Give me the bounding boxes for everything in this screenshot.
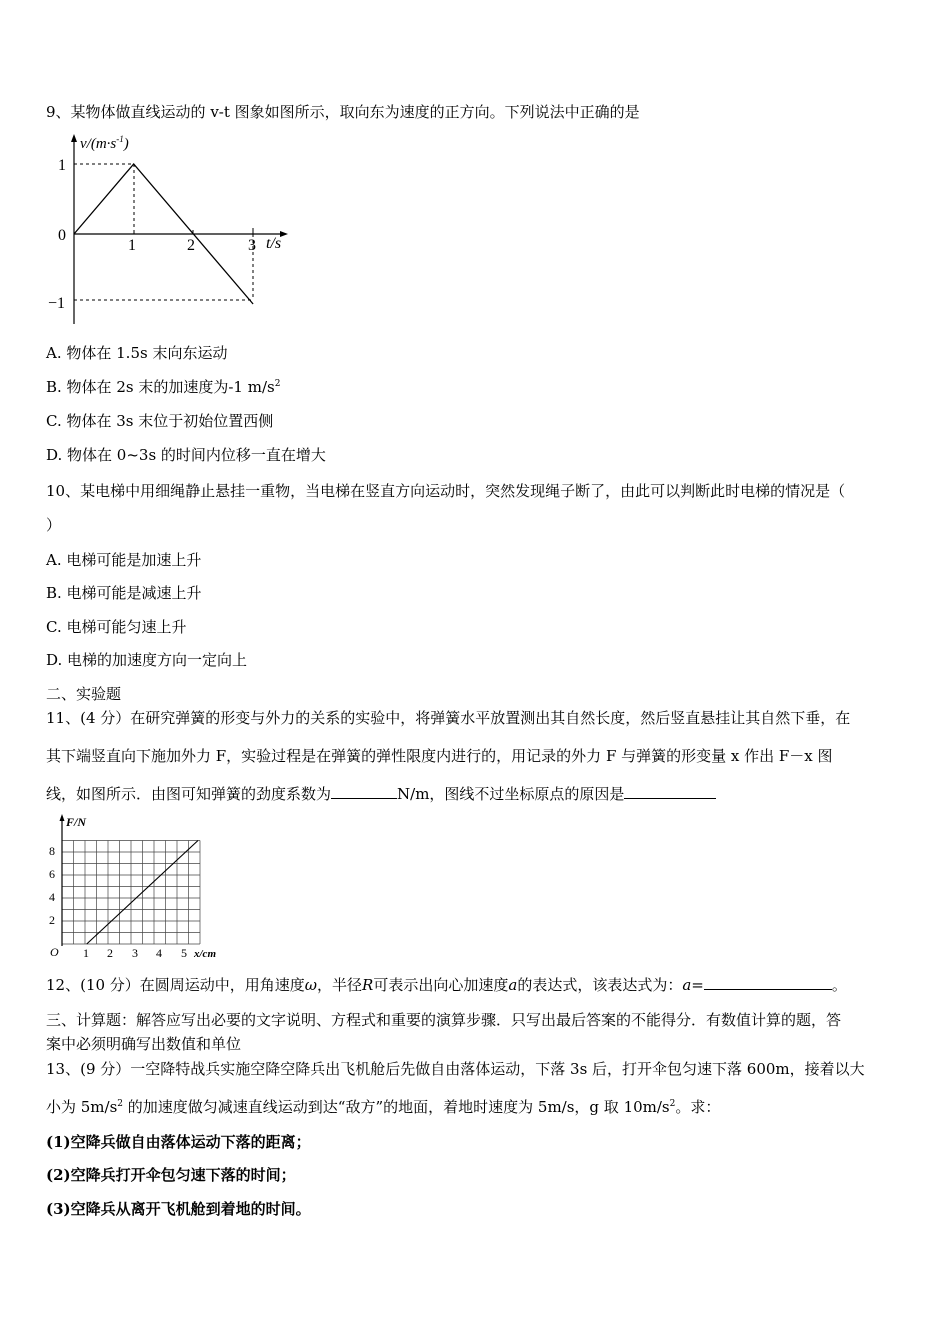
- vt-xtick-1: 1: [128, 237, 136, 254]
- q10-stem: 10、某电梯中用细绳静止悬挂一重物，当电梯在竖直方向运动时，突然发现绳子断了，由此可以判断此时电梯的情况是（: [46, 482, 846, 500]
- fx-xtick-1: 1: [83, 946, 89, 960]
- q12-line: 12、(10 分）在圆周运动中，用角速度ω，半径R可表示出向心加速度a的表达式，该表达式为：a= 。: [46, 976, 847, 994]
- fx-xlabel: x/cm: [194, 948, 216, 960]
- fx-xtick-5: 5: [181, 946, 187, 960]
- fx-ytick-4: 4: [49, 890, 55, 904]
- answer-blank-k[interactable]: [331, 784, 397, 799]
- q13-sub1: (1)空降兵做自由落体运动下落的距离；: [46, 1133, 311, 1151]
- q11-line1: 11、(4 分）在研究弹簧的形变与外力的关系的实验中，将弹簧水平放置测出其自然长度，然后竖直悬挂让其自然下垂，在: [46, 709, 851, 727]
- vt-ytick-1: 1: [58, 157, 66, 174]
- vt-xlabel: t/s: [266, 235, 282, 252]
- q11-line3: 线，如图所示．由图可知弹簧的劲度系数为 N/m，图线不过坐标原点的原因是: [46, 784, 716, 804]
- q9-option-b: B. 物体在 2s 末的加速度为-1 $m/s^2$: [46, 378, 281, 396]
- fx-y-arrow: [60, 814, 65, 821]
- answer-blank-a[interactable]: [704, 975, 832, 990]
- q10-option-a: A. 电梯可能是加速上升: [46, 551, 202, 569]
- q9-option-a: A. 物体在 1.5s 末向东运动: [46, 344, 228, 362]
- vt-xtick-2: 2: [187, 237, 195, 254]
- fx-ytick-2: 2: [49, 913, 55, 927]
- q10-option-c: C. 电梯可能匀速上升: [46, 618, 187, 636]
- fx-origin: O: [50, 945, 59, 959]
- vt-ytick-0: 0: [58, 227, 66, 244]
- fx-grid: [62, 841, 200, 945]
- fx-ytick-6: 6: [49, 867, 55, 881]
- section-3-line2: 案中必须明确写出数值和单位: [46, 1035, 242, 1053]
- fx-ytick-8: 8: [49, 844, 55, 858]
- q11-line2: 其下端竖直向下施加外力 F，实验过程是在弹簧的弹性限度内进行的，用记录的外力 F 与弹簧的形变量 x 作出 F－x 图: [46, 747, 833, 765]
- q10-option-b: B. 电梯可能是减速上升: [46, 584, 202, 602]
- vt-xtick-3: 3: [248, 237, 256, 254]
- q10-option-d: D. 电梯的加速度方向一定向上: [46, 651, 248, 669]
- vt-ylabel: $v/(m\cdot s^{-1})$: [80, 134, 129, 152]
- section-3-line1: 三、计算题：解答应写出必要的文字说明、方程式和重要的演算步骤．只写出最后答案的不能得分．有数值计算的题，答: [46, 1011, 842, 1029]
- q13-line1: 13、(9 分）一空降特战兵实施空降空降兵出飞机舱后先做自由落体运动，下落 3s 后，打开伞包匀速下落 600m，接着以大: [46, 1060, 865, 1078]
- vt-graph: [46, 132, 306, 332]
- fx-graph: [46, 812, 236, 962]
- vt-ytick-m1: −1: [48, 295, 66, 312]
- vt-x-arrow: [280, 231, 288, 237]
- q13-line2: 小为 $5m/s^2$ 的加速度做匀减速直线运动到达“敌方”的地面，着地时速度为 5m/s，g 取 $10m/s^2$。求：: [46, 1098, 721, 1116]
- q9-stem: 9、某物体做直线运动的 v-t 图象如图所示，取向东为速度的正方向。下列说法中正确的是: [46, 103, 640, 121]
- q13-sub3: (3)空降兵从离开飞机舱到着地的时间。: [46, 1200, 311, 1218]
- q10-stem-cont: ）: [46, 516, 62, 534]
- vt-y-arrow: [71, 134, 77, 142]
- fx-xtick-3: 3: [132, 946, 138, 960]
- answer-blank-reason[interactable]: [624, 784, 716, 799]
- q9-option-d: D. 物体在 0~3s 的时间内位移一直在增大: [46, 446, 326, 464]
- fx-xtick-4: 4: [156, 946, 162, 960]
- fx-ylabel: F/N: [66, 815, 87, 829]
- q9-option-c: C. 物体在 3s 末位于初始位置西侧: [46, 412, 274, 430]
- q13-sub2: (2)空降兵打开伞包匀速下落的时间；: [46, 1166, 296, 1184]
- section-2-title: 二、实验题: [46, 685, 122, 703]
- fx-xtick-2: 2: [107, 946, 113, 960]
